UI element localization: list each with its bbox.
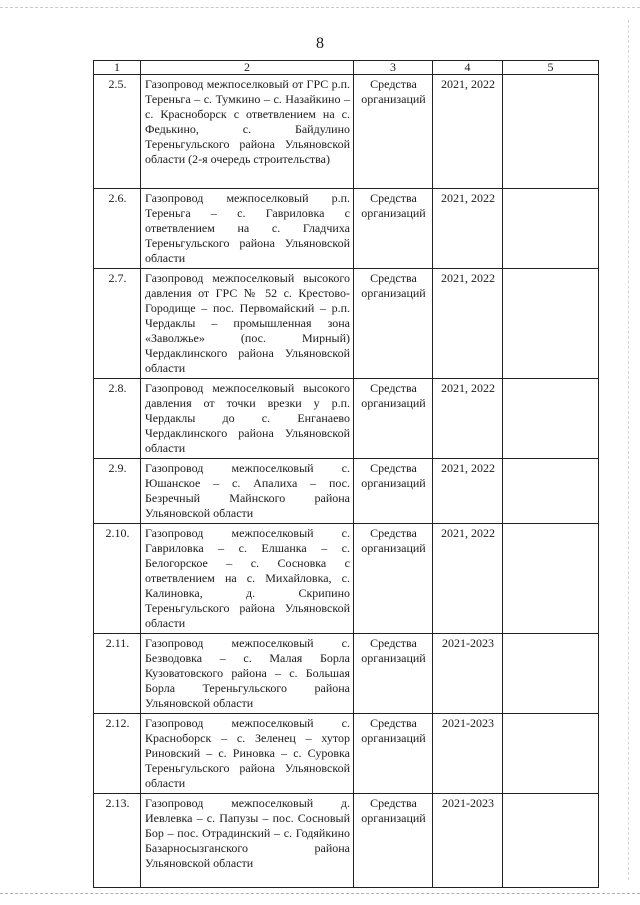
row-number: 2.11. [94, 634, 141, 714]
table-row [94, 714, 599, 794]
row-note [503, 634, 599, 714]
row-number: 2.13. [94, 794, 141, 888]
row-description: Газопровод межпоселковый высокого давления от точки врезки у р.п. Чердаклы до с. Енганаево Чердаклинского района Ульяновской области [141, 379, 354, 459]
row-description: Газопровод межпоселковый с. Безводовка – с. Малая Борла Кузоватовского района – с. Большая Борла Тереньгульского района Ульяновской области [141, 634, 354, 714]
row-years: 2021, 2022 [433, 524, 503, 634]
table-row [94, 269, 599, 379]
row-note [503, 714, 599, 794]
row-description: Газопровод межпоселковый с. Красноборск – с. Зеленец – хутор Риновский – с. Риновка – с. Суровка Тереньгульского района Ульяновской области [141, 714, 354, 794]
table-row [94, 75, 599, 189]
table-row [94, 634, 599, 714]
row-number: 2.7. [94, 269, 141, 379]
row-description: Газопровод межпоселковый с. Гавриловка – с. Елшанка – с. Белогорское – с. Сосновка с ответвлением на с. Михайловка, с. Калиновка, д. Скрипино Тереньгульского района Ульяновской области [141, 524, 354, 634]
page-bottom-edge [0, 893, 640, 895]
table-header-row [94, 61, 599, 75]
table-row [94, 189, 599, 269]
row-source: Средства организаций [354, 459, 433, 524]
row-number: 2.9. [94, 459, 141, 524]
row-description: Газопровод межпоселковый с. Юшанское – с. Апалиха – пос. Безречный Майнского района Ульяновской области [141, 459, 354, 524]
row-description: Газопровод межпоселковый высокого давления от ГРС № 52 с. Крестово-Городище – пос. Первомайский – р.п. Чердаклы – промышленная зона «Заволжье» (пос. Мирный) Чердаклинского района Ульяновской области [141, 269, 354, 379]
row-source: Средства организаций [354, 634, 433, 714]
row-source: Средства организаций [354, 75, 433, 189]
column-header: 4 [433, 61, 503, 75]
row-source: Средства организаций [354, 379, 433, 459]
row-years: 2021, 2022 [433, 379, 503, 459]
column-header: 5 [503, 61, 599, 75]
table-row [94, 524, 599, 634]
row-note [503, 379, 599, 459]
column-header: 2 [141, 61, 354, 75]
row-description: Газопровод межпоселковый р.п. Тереньга – с. Гавриловка с ответвлением на с. Гладчиха Тереньгульского района Ульяновской области [141, 189, 354, 269]
row-description: Газопровод межпоселковый д. Иевлевка – с. Папузы – пос. Сосновый Бор – пос. Отрадинский – с. Годяйкино Базарносызганского района Ульяновской области [141, 794, 354, 888]
row-years: 2021-2023 [433, 714, 503, 794]
row-number: 2.5. [94, 75, 141, 189]
row-note [503, 75, 599, 189]
page-top-edge [0, 7, 640, 9]
row-note [503, 459, 599, 524]
table-row [94, 459, 599, 524]
table-row [94, 794, 599, 888]
row-number: 2.8. [94, 379, 141, 459]
row-years: 2021, 2022 [433, 269, 503, 379]
table-row [94, 379, 599, 459]
row-years: 2021-2023 [433, 634, 503, 714]
row-source: Средства организаций [354, 189, 433, 269]
row-source: Средства организаций [354, 269, 433, 379]
row-source: Средства организаций [354, 714, 433, 794]
row-note [503, 269, 599, 379]
row-years: 2021, 2022 [433, 75, 503, 189]
column-header: 3 [354, 61, 433, 75]
row-note [503, 524, 599, 634]
plan-table [93, 60, 599, 888]
row-note [503, 794, 599, 888]
column-header: 1 [94, 61, 141, 75]
page-number: 8 [316, 35, 324, 52]
row-description: Газопровод межпоселковый от ГРС р.п. Тереньга – с. Тумкино – с. Назайкино – с. Красноборск с ответвлением на с. Федькино, с. Байдулино Тереньгульского района Ульяновской области (2-я очередь строительства) [141, 75, 354, 189]
row-number: 2.10. [94, 524, 141, 634]
row-years: 2021, 2022 [433, 189, 503, 269]
row-note [503, 189, 599, 269]
row-source: Средства организаций [354, 524, 433, 634]
row-years: 2021, 2022 [433, 459, 503, 524]
row-source: Средства организаций [354, 794, 433, 888]
page-right-edge [628, 20, 630, 880]
row-years: 2021-2023 [433, 794, 503, 888]
row-number: 2.6. [94, 189, 141, 269]
row-number: 2.12. [94, 714, 141, 794]
